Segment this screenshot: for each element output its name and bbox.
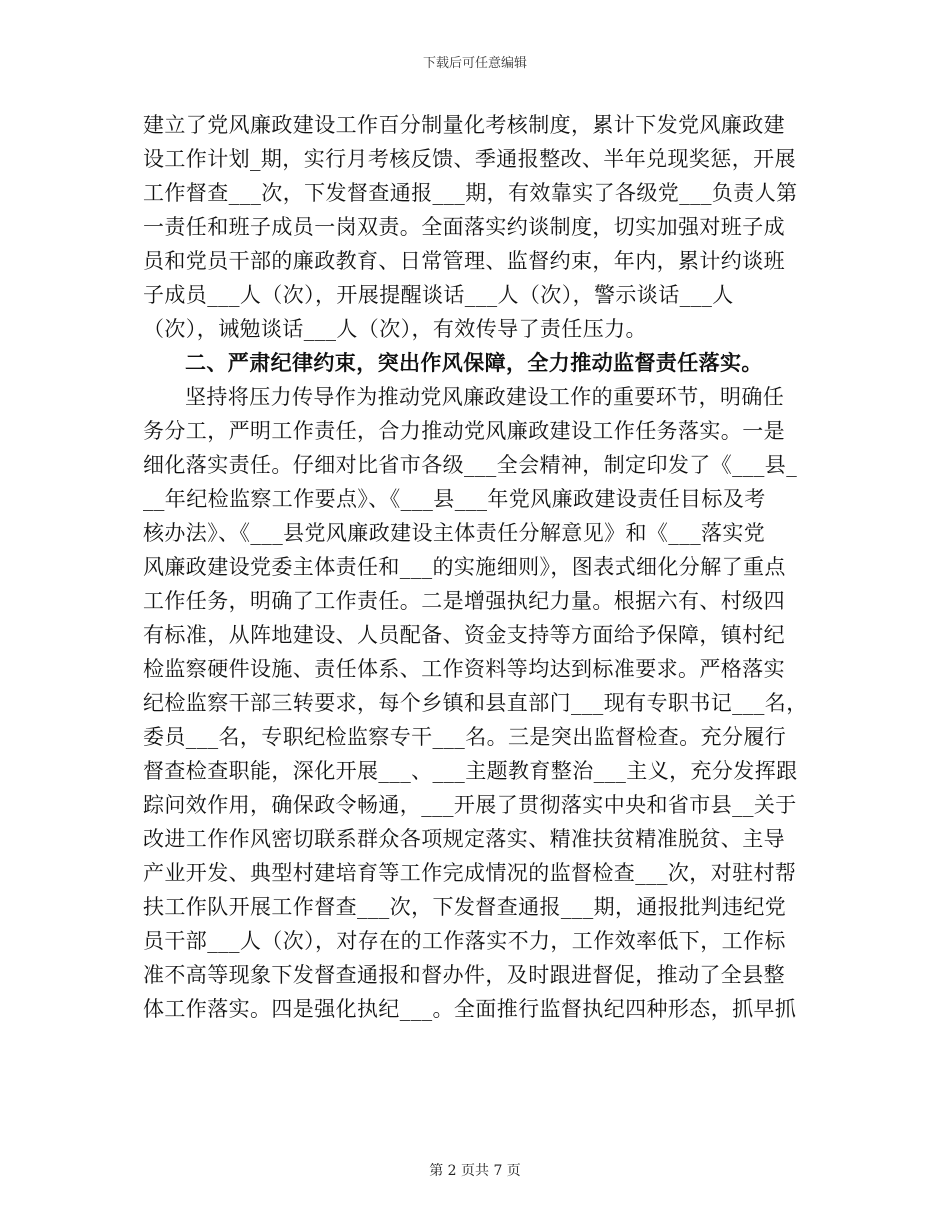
body-line: 工作督查___次，下发督查通报___期，有效靠实了各级党___负责人第 <box>143 181 798 205</box>
body-line: 委员___名，专职纪检监察专干___名。三是突出监督检查。充分履行 <box>143 725 787 749</box>
body-line: 扶工作队开展工作督查___次，下发督查通报___期，通报批判违纪党 <box>143 895 787 919</box>
paragraph-first-line: 坚持将压力传导作为推动党风廉政建设工作的重要环节，明确任 <box>185 385 785 409</box>
body-line: 子成员___人（次），开展提醒谈话___人（次），警示谈话___人 <box>143 283 734 307</box>
body-line: 督查检查职能，深化开展___、___主题教育整治___主义，充分发挥跟 <box>143 759 798 783</box>
page-header: 下载后可任意编辑 <box>422 56 527 71</box>
body-line: 产业开发、典型村建培育等工作完成情况的监督检查___次，对驻村帮 <box>143 861 797 885</box>
body-line: 踪问效作用，确保政令畅通，___开展了贯彻落实中央和省市县__关于 <box>143 793 797 817</box>
body-line: 有标准，从阵地建设、人员配备、资金支持等方面给予保障，镇村纪 <box>143 623 785 647</box>
body-line: 建立了党风廉政建设工作百分制量化考核制度，累计下发党风廉政建 <box>143 113 785 137</box>
body-line: 纪检监察干部三转要求，每个乡镇和县直部门___现有专职书记___名， <box>143 691 808 715</box>
body-line: 员和党员干部的廉政教育、日常管理、监督约束，年内，累计约谈班 <box>143 249 785 273</box>
body-line: 一责任和班子成员一岗双责。全面落实约谈制度，切实加强对班子成 <box>143 215 785 239</box>
page-number: 第 2 页共 7 页 <box>429 1163 521 1179</box>
body-line: __年纪检监察工作要点》、《___县___年党风廉政建设责任目标及考 <box>143 487 766 511</box>
section-heading: 二、严肃纪律约束，突出作风保障，全力推动监督责任落实。 <box>185 350 763 375</box>
body-line: 核办法》、《___县党风廉政建设主体责任分解意见》和《___落实党 <box>143 521 766 545</box>
body-line: 工作任务，明确了工作责任。二是增强执纪力量。根据六有、村级四 <box>143 589 785 613</box>
body-line: 设工作计划_期，实行月考核反馈、季通报整改、半年兑现奖惩，开展 <box>143 147 796 171</box>
body-line: 检监察硬件设施、责任体系、工作资料等均达到标准要求。严格落实 <box>143 657 785 681</box>
body-line: 员干部___人（次），对存在的工作落实不力，工作效率低下，工作标 <box>143 929 786 953</box>
body-line: （次），诫勉谈话___人（次），有效传导了责任压力。 <box>143 317 647 341</box>
body-line: 准不高等现象下发督查通报和督办件，及时跟进督促，推动了全县整 <box>143 963 785 987</box>
document-body <box>143 108 807 1026</box>
body-line: 改进工作作风密切联系群众各项规定落实、精准扶贫精准脱贫、主导 <box>143 827 785 851</box>
body-line: 务分工，严明工作责任，合力推动党风廉政建设工作任务落实。一是 <box>143 419 785 443</box>
body-line: 体工作落实。四是强化执纪___。全面推行监督执纪四种形态，抓早抓 <box>143 997 797 1021</box>
body-line: 细化落实责任。仔细对比省市各级___全会精神，制定印发了《___县_ <box>143 453 798 477</box>
body-line: 风廉政建设党委主体责任和___的实施细则》，图表式细化分解了重点 <box>143 555 786 579</box>
